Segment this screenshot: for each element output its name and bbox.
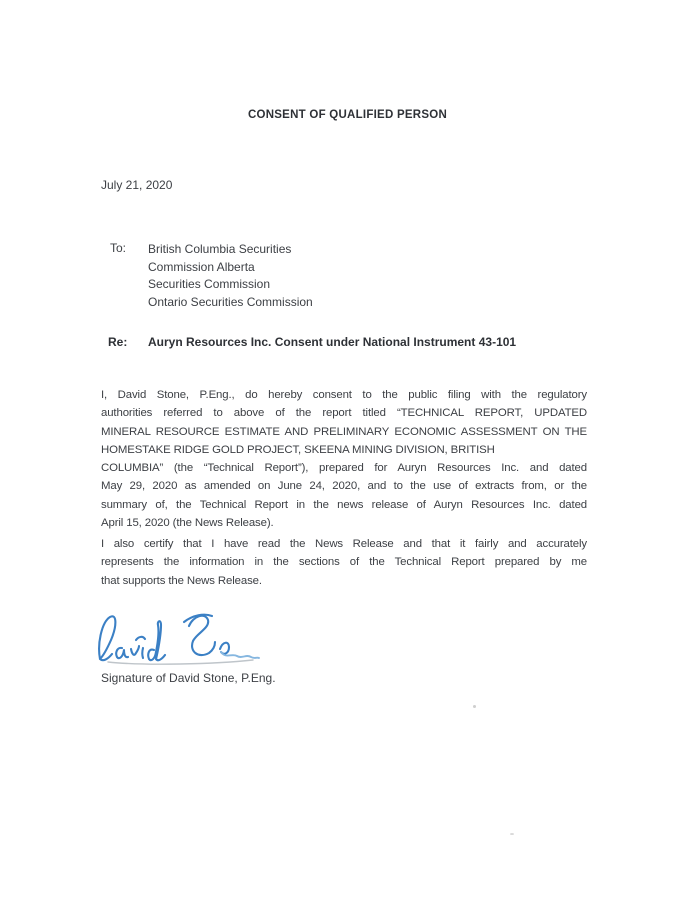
- body-line: May 29, 2020 as amended on June 24, 2020, and to the use of extracts from, or the: [101, 480, 587, 493]
- date-line: July 21, 2020: [101, 178, 173, 192]
- body-line: I also certify that I have read the News Release and that it fairly and accurately: [101, 538, 587, 550]
- signature-image: [95, 610, 265, 670]
- paragraph-consent: [101, 386, 587, 532]
- page-title: CONSENT OF QUALIFIED PERSON: [247, 109, 448, 121]
- body-line: April 15, 2020 (the News Release).: [101, 517, 274, 530]
- paragraph-certify: [101, 535, 587, 590]
- body-line: I, David Stone, P.Eng., do hereby consent to the public filing with the regulatory: [101, 389, 587, 401]
- signature-underline: [108, 660, 253, 664]
- body-line: HOMESTAKE RIDGE GOLD PROJECT, SKEENA MINING DIVISION, BRITISH: [101, 443, 495, 456]
- scan-speck: [473, 705, 476, 708]
- recipient-line: Securities Commission: [148, 277, 271, 292]
- body-line: that supports the News Release.: [101, 574, 262, 587]
- body-line: COLUMBIA” (the “Technical Report”), prepared for Auryn Resources Inc. and dated: [101, 462, 587, 475]
- recipient-line: British Columbia Securities: [148, 242, 292, 256]
- body-line: summary of, the Technical Report in the news release of Auryn Resources Inc. dated: [101, 498, 587, 511]
- body-line: authorities referred to above of the report titled “TECHNICAL REPORT, UPDATED: [101, 407, 587, 420]
- re-subject: Auryn Resources Inc. Consent under National Instrument 43-101: [148, 335, 517, 349]
- signature-stroke: [99, 616, 165, 660]
- recipient-line: Commission Alberta: [148, 259, 255, 274]
- signature-caption: Signature of David Stone, P.Eng.: [101, 671, 276, 685]
- handwritten-signature: [95, 610, 265, 670]
- recipient-line: Ontario Securities Commission: [148, 294, 313, 309]
- scan-speck: [510, 833, 514, 835]
- re-label: Re:: [108, 335, 128, 349]
- body-line: represents the information in the sections of the Technical Report prepared by me: [101, 556, 587, 569]
- signature-stroke: [184, 615, 229, 655]
- to-label: To:: [110, 241, 127, 255]
- body-line: MINERAL RESOURCE ESTIMATE AND PRELIMINARY ECONOMIC ASSESSMENT ON THE: [101, 425, 587, 438]
- recipient-list: [148, 241, 468, 311]
